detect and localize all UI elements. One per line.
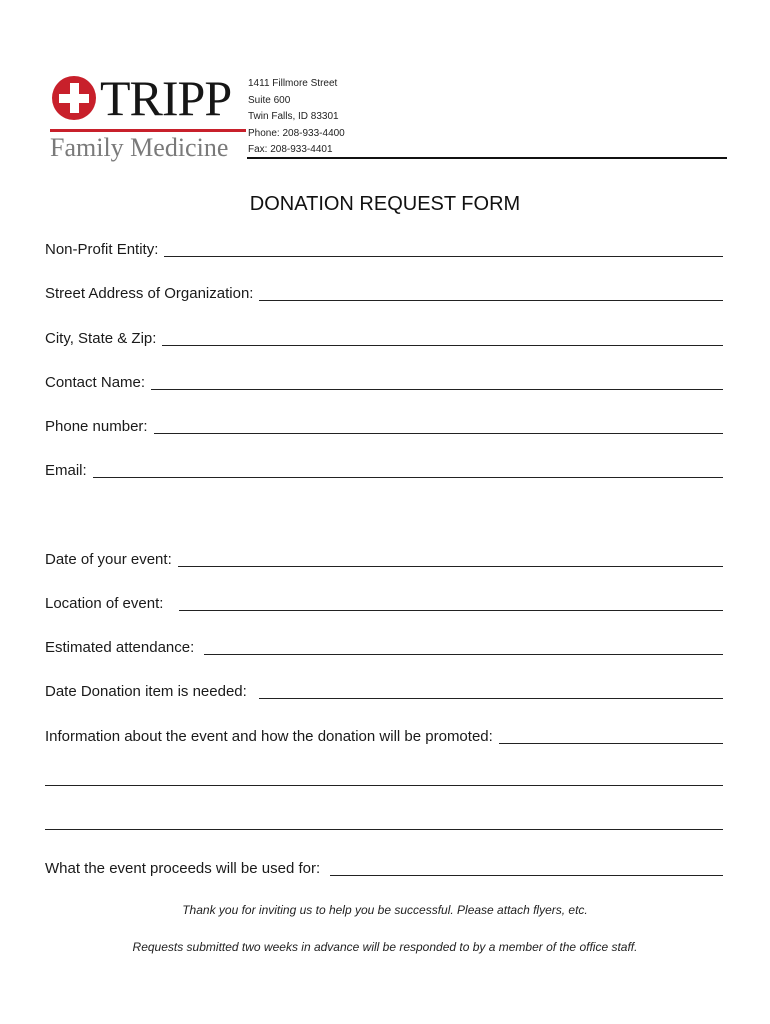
proceeds-use-input[interactable] [330, 861, 723, 876]
field-non-profit-entity [45, 240, 723, 260]
field-label: Non-Profit Entity: [45, 241, 159, 258]
field-donation-needed-date [45, 682, 723, 702]
phone-line: Phone: 208-933-4400 [248, 127, 345, 139]
field-label: Date of your event: [45, 551, 172, 568]
field-email [45, 461, 723, 481]
field-label: Phone number: [45, 418, 148, 435]
fax-line: Fax: 208-933-4401 [248, 144, 333, 155]
submission-notice: Requests submitted two weeks in advance will be responded to by a member of the office staff. [132, 940, 638, 954]
field-label: Date Donation item is needed: [45, 683, 247, 700]
field-event-information [45, 727, 723, 747]
field-label: Estimated attendance: [45, 639, 195, 656]
field-label: Street Address of Organization: [45, 285, 254, 302]
field-city-state-zip [45, 329, 723, 349]
event-information-input[interactable] [499, 729, 723, 744]
field-label: Email: [45, 462, 87, 479]
field-label: City, State & Zip: [45, 330, 157, 347]
medical-cross-icon [52, 76, 96, 120]
event-date-input[interactable] [178, 552, 723, 567]
logo-subtitle: Family Medicine [50, 133, 229, 162]
thank-you-note: Thank you for inviting us to help you be successful. Please attach flyers, etc. [182, 903, 588, 917]
field-label: What the event proceeds will be used for: [45, 860, 321, 877]
clinic-address [248, 76, 345, 159]
email-input[interactable] [93, 463, 723, 478]
field-event-date [45, 550, 723, 570]
event-location-input[interactable] [179, 596, 723, 611]
contact-name-input[interactable] [151, 375, 723, 390]
tripp-logo [50, 72, 246, 164]
phone-number-input[interactable] [154, 419, 723, 434]
field-label: Information about the event and how the donation will be promoted: [45, 728, 493, 745]
city-state-zip-input[interactable] [162, 331, 723, 346]
event-information-line-3[interactable] [45, 828, 723, 830]
event-information-line-2[interactable] [45, 784, 723, 786]
header-divider [247, 157, 727, 159]
field-label: Contact Name: [45, 374, 146, 391]
form-title: DONATION REQUEST FORM [249, 193, 521, 215]
field-proceeds-use [45, 859, 723, 879]
street-address-input[interactable] [259, 286, 723, 301]
non-profit-entity-input[interactable] [164, 242, 723, 257]
logo-name: TRIPP [100, 70, 232, 126]
field-street-address [45, 284, 723, 304]
field-estimated-attendance [45, 638, 723, 658]
address-line: Twin Falls, ID 83301 [248, 111, 339, 122]
address-line: Suite 600 [248, 94, 291, 106]
field-phone-number [45, 417, 723, 437]
address-line: 1411 Fillmore Street [248, 78, 338, 89]
estimated-attendance-input[interactable] [204, 640, 723, 655]
field-event-location [45, 594, 723, 614]
field-label: Location of event: [45, 595, 164, 612]
donation-needed-date-input[interactable] [259, 684, 723, 699]
field-contact-name [45, 373, 723, 393]
